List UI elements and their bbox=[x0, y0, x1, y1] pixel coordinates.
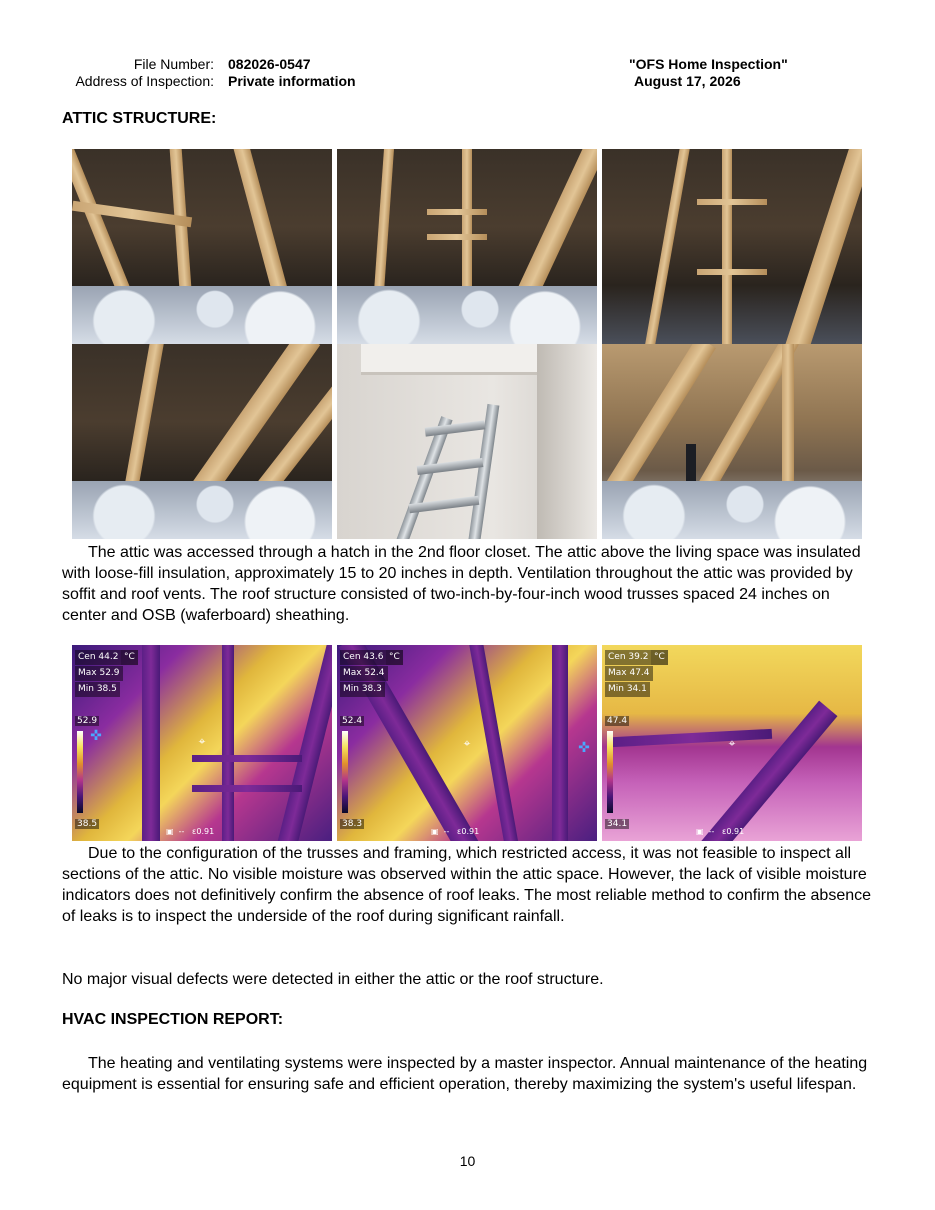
attic-photo-grid bbox=[72, 149, 862, 539]
center-target-icon: ⌖ bbox=[728, 736, 736, 750]
thermal-scale-bottom: 38.3 bbox=[342, 819, 363, 829]
thermal-image-2 bbox=[337, 645, 597, 841]
thermal-scale-top: 47.4 bbox=[607, 716, 628, 726]
attic-section-title: ATTIC STRUCTURE: bbox=[62, 110, 217, 127]
thermal-scale-bar bbox=[607, 731, 613, 813]
thermal-unit: °C bbox=[121, 650, 138, 665]
hvac-paragraph-1 bbox=[62, 1053, 877, 1095]
attic-photo-2 bbox=[337, 149, 597, 344]
attic-paragraph-1 bbox=[62, 542, 877, 626]
page-number: 10 bbox=[459, 1153, 476, 1169]
attic-photo-3 bbox=[602, 149, 862, 344]
thermal-min-temp: Min 38.3 bbox=[340, 682, 385, 697]
crosshair-icon: ✜ bbox=[578, 740, 590, 756]
crosshair-icon: ✜ bbox=[90, 728, 102, 744]
thermal-readings-2 bbox=[340, 650, 388, 698]
attic-paragraph-1-text: The attic was accessed through a hatch in the 2nd floor closet. The attic above the living space was insulated with loose-fill insulation, approximately 15 to 20 inches in depth. Ventilation throughout the attic was provided by soffit and roof vents. The roof structure consisted of two-inch-by-four-inch wood trusses spaced 24 inches on center and OSB (waferboard) sheathing. bbox=[62, 544, 861, 624]
thermal-emissivity: ε0.91 bbox=[192, 827, 215, 836]
thermal-image-3 bbox=[602, 645, 862, 841]
thermal-max-temp: Max 52.9 bbox=[75, 666, 123, 681]
center-target-icon: ⌖ bbox=[463, 736, 471, 750]
address-label: Address of Inspection: bbox=[75, 73, 214, 89]
thermal-max-temp: Max 52.4 bbox=[340, 666, 388, 681]
thermal-readings-1 bbox=[75, 650, 123, 698]
thermal-min-temp: Min 34.1 bbox=[605, 682, 650, 697]
thermal-scale-bottom: 34.1 bbox=[607, 819, 628, 829]
center-target-icon: ⌖ bbox=[198, 734, 206, 748]
thermal-max-temp: Max 47.4 bbox=[605, 666, 653, 681]
report-date: August 17, 2026 bbox=[634, 73, 741, 89]
thermal-scale-bar bbox=[342, 731, 348, 813]
thermal-footer: ▣ -- ε0.91 bbox=[166, 827, 215, 836]
company-name: "OFS Home Inspection" bbox=[629, 56, 788, 72]
file-number-value: 082026-0547 bbox=[228, 56, 311, 72]
thermal-unit: °C bbox=[386, 650, 403, 665]
thermal-readings-3 bbox=[605, 650, 653, 698]
thermal-photo-grid bbox=[72, 645, 862, 841]
hvac-paragraph-1-text: The heating and ventilating systems were inspected by a master inspector. Annual maintenance of the heating equipment is essential for ensuring safe and efficient operation, thereby maximizing the system's useful lifespan. bbox=[62, 1055, 868, 1093]
thermal-scale-top: 52.4 bbox=[342, 716, 363, 726]
thermal-image-1 bbox=[72, 645, 332, 841]
attic-photo-4 bbox=[72, 344, 332, 539]
thermal-unit: °C bbox=[651, 650, 668, 665]
attic-paragraph-2 bbox=[62, 843, 877, 927]
thermal-center-temp: Cen 39.2 bbox=[605, 650, 651, 665]
thermal-scale-top: 52.9 bbox=[77, 716, 98, 726]
thermal-scale-bar bbox=[77, 731, 83, 813]
attic-paragraph-2-text: Due to the configuration of the trusses and framing, which restricted access, it was not feasible to inspect all sections of the attic. No visible moisture was observed within the attic space. However, the lack of visible moisture indicators does not definitively confirm the absence of roof leaks. The most reliable method to confirm the absence of leaks is to inspect the underside of the roof during significant rainfall. bbox=[62, 845, 872, 925]
file-number-label: File Number: bbox=[133, 56, 214, 72]
thermal-scale-bottom: 38.5 bbox=[77, 819, 98, 829]
thermal-footer: ▣ -- ε0.91 bbox=[696, 827, 745, 836]
hvac-section-title: HVAC INSPECTION REPORT: bbox=[62, 1011, 284, 1028]
thermal-emissivity: ε0.91 bbox=[457, 827, 480, 836]
thermal-center-temp: Cen 44.2 bbox=[75, 650, 121, 665]
thermal-emissivity: ε0.91 bbox=[722, 827, 745, 836]
attic-photo-1 bbox=[72, 149, 332, 344]
thermal-center-temp: Cen 43.6 bbox=[340, 650, 386, 665]
address-value: Private information bbox=[228, 73, 356, 89]
thermal-footer: ▣ -- ε0.91 bbox=[431, 827, 480, 836]
attic-paragraph-3: No major visual defects were detected in either the attic or the roof structure. bbox=[62, 971, 604, 988]
attic-hatch-ladder-photo bbox=[337, 344, 597, 539]
attic-photo-6 bbox=[602, 344, 862, 539]
thermal-min-temp: Min 38.5 bbox=[75, 682, 120, 697]
